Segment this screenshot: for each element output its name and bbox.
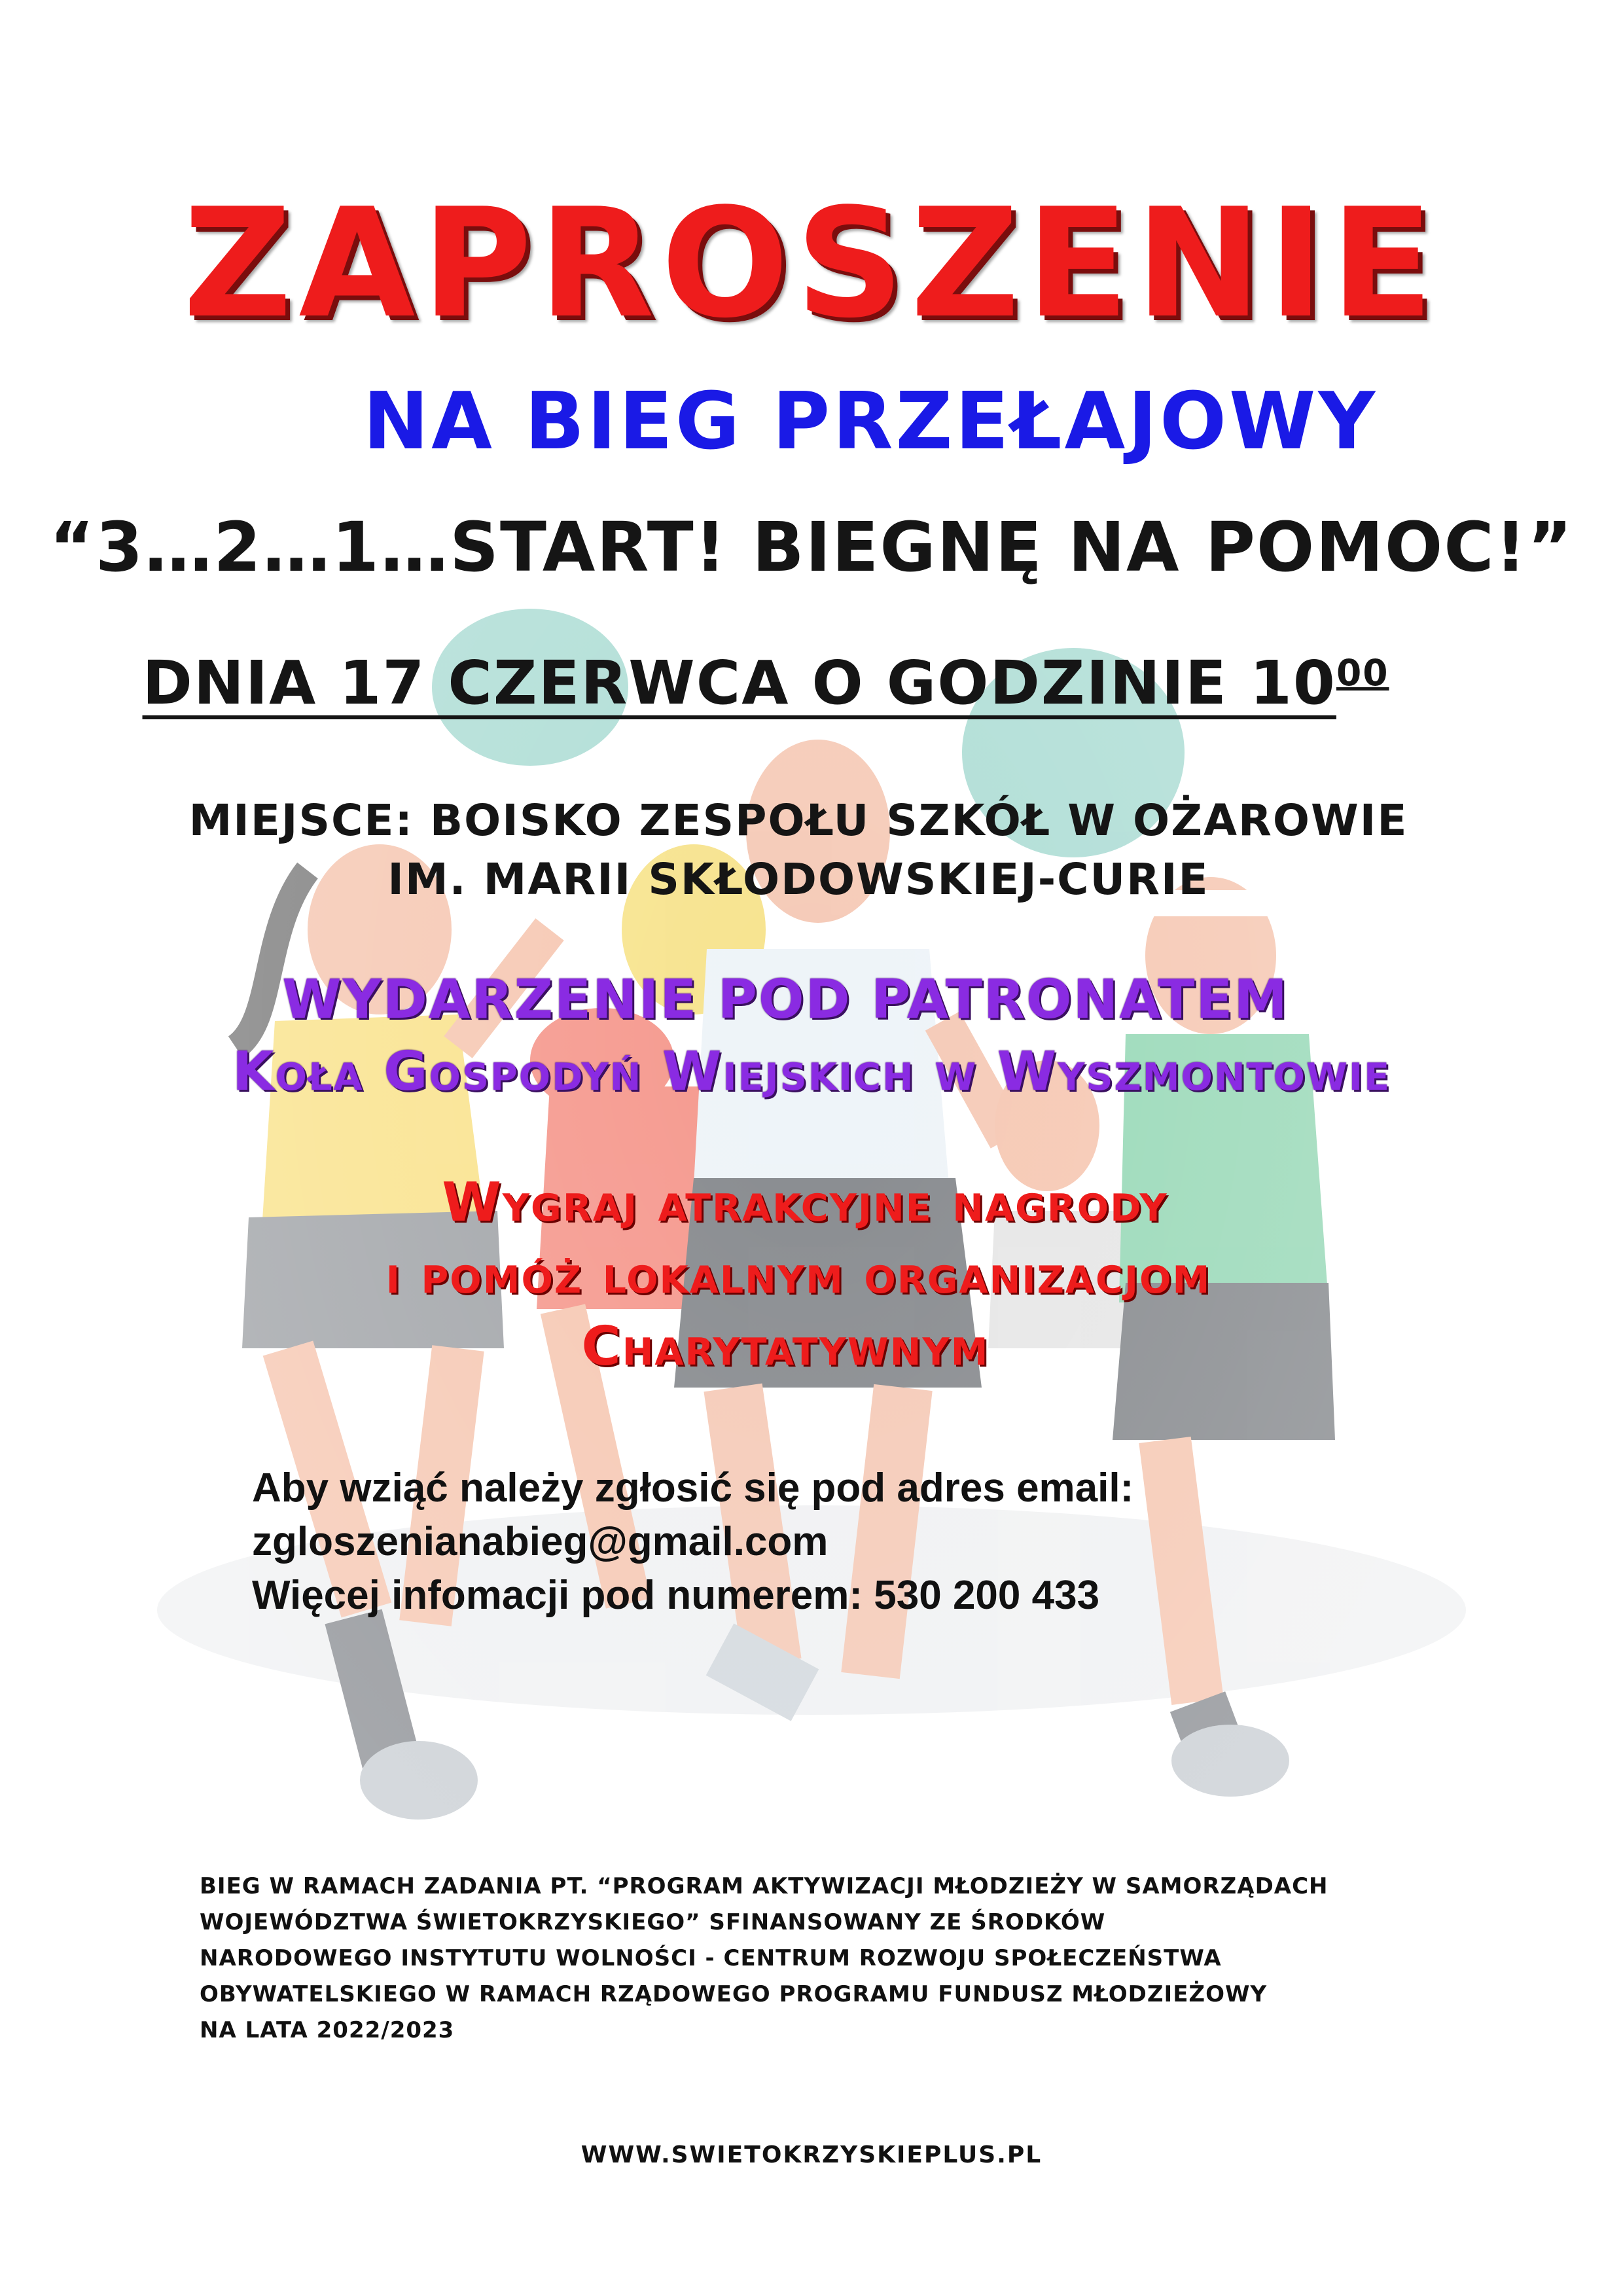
event-slogan: “3…2…1…START! BIEGNĘ NA POMOC!”: [49, 507, 1574, 587]
poster-subtitle: NA BIEG PRZEŁAJOWY: [363, 376, 1378, 467]
website-link[interactable]: WWW.SWIETOKRZYSKIEPLUS.PL: [580, 2142, 1043, 2168]
patronage-line1: WYDARZENIE POD PATRONATEM: [282, 969, 1289, 1031]
funding-note-line1: BIEG W RAMACH ZADANIA PT. “PROGRAM AKTYWIZACJI MŁODZIEŻY W SAMORZĄDACH: [200, 1873, 1329, 1899]
patronage-line2: Koła Gospodyń Wiejskich w Wyszmontowie: [232, 1041, 1391, 1103]
contact-phone: Więcej infomacji pod numerem: 530 200 433: [252, 1573, 1100, 1618]
poster-title: ZAPROSZENIE: [183, 177, 1440, 351]
event-date-text: DNIA 17 CZERWCA O GODZINIE 10: [142, 648, 1336, 718]
prize-line1: Wygraj atrakcyjne nagrody: [442, 1172, 1168, 1234]
contact-email[interactable]: zgloszenianabieg@gmail.com: [252, 1519, 829, 1564]
funding-note-line5: NA LATA 2022/2023: [200, 2017, 455, 2043]
contact-instructions: Aby wziąć należy zgłosić się pod adres email:: [252, 1465, 1134, 1511]
prize-line2: i pomóż lokalnym organizacjom: [385, 1244, 1211, 1306]
event-date-minutes: 00: [1336, 652, 1389, 694]
funding-note-line4: OBYWATELSKIEGO W RAMACH RZĄDOWEGO PROGRAMU FUNDUSZ MŁODZIEŻOWY: [200, 1981, 1268, 2007]
event-place-line1: MIEJSCE: BOISKO ZESPOŁU SZKÓŁ W OŻAROWIE: [188, 795, 1408, 846]
event-place-line2: IM. MARII SKŁODOWSKIEJ-CURIE: [387, 854, 1209, 905]
prize-line3: Charytatywnym: [581, 1316, 990, 1378]
funding-note-line2: WOJEWÓDZTWA ŚWIETOKRZYSKIEGO” SFINANSOWANY ZE ŚRODKÓW: [200, 1909, 1106, 1935]
funding-note-line3: NARODOWEGO INSTYTUTU WOLNOŚCI - CENTRUM ROZWOJU SPOŁECZEŃSTWA: [200, 1945, 1222, 1971]
event-date: [0, 648, 1577, 718]
